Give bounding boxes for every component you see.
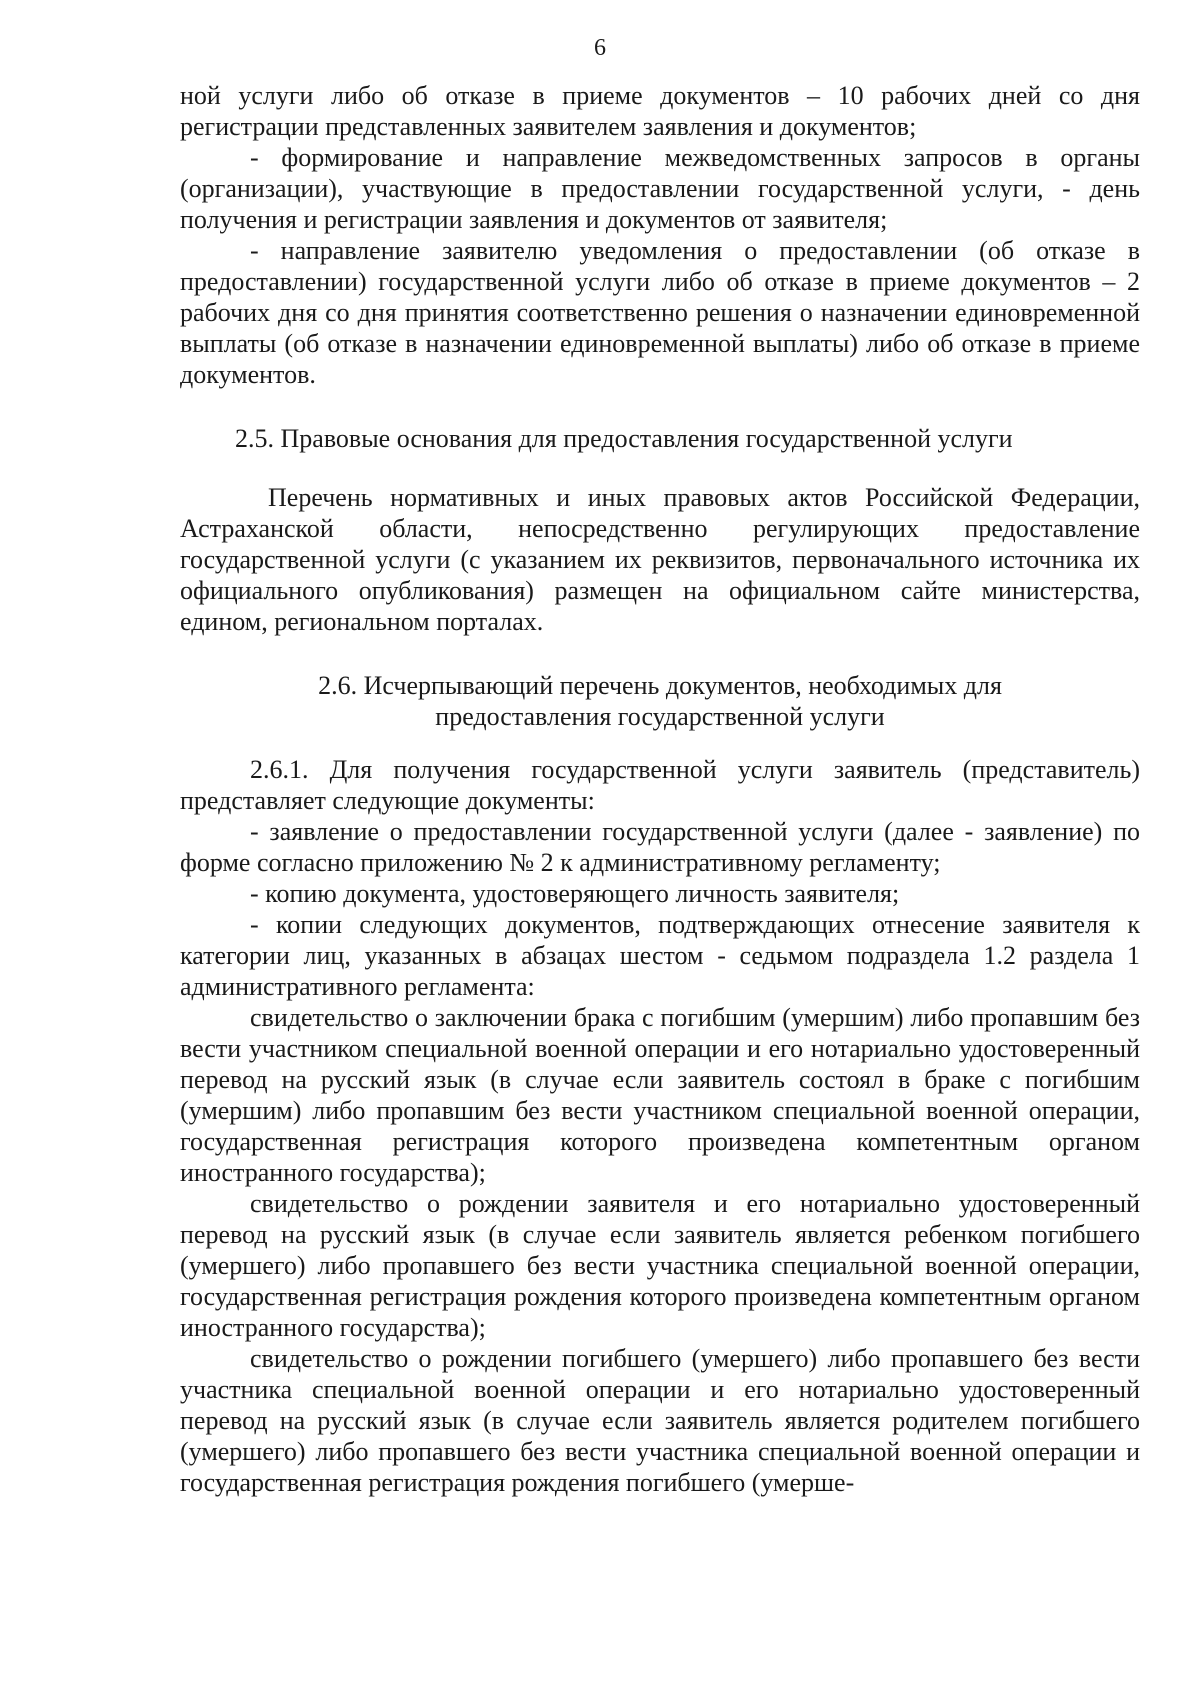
list-item-notification: - направление заявителю уведомления о предоставлении (об отказе в предоставлении) государственной услуги либо об отказе в приеме документов – 2 рабочих дня со дня принятия соответственно решения о назначении единовременной выплаты (об отказе в назначении единовременной выплаты) либо об отказе в приеме документов. xyxy=(180,236,1140,389)
list-item-interagency-requests: - формирование и направление межведомственных запросов в органы (организации), участвующие в предоставлении государственной услуги, - день получения и регистрации заявления и документов от заявителя; xyxy=(180,143,1140,234)
paragraph-legal-acts: Перечень нормативных и иных правовых актов Российской Федерации, Астраханской области, непосредственно регулирующих предоставление государственной услуги (с указанием их реквизитов, первоначального источника их официального опубликования) размещен на официальном сайте министерства, едином, региональном порталах. xyxy=(180,483,1140,636)
paragraph-applicant-birth-certificate: свидетельство о рождении заявителя и его нотариально удостоверенный перевод на русский язык (в случае если заявитель является ребенком погибшего (умершего) либо пропавшего без вести участника специальной военной операции, государственная регистрация рождения которого произведена компетентным органом иностранного государства); xyxy=(180,1189,1140,1342)
list-item-application: - заявление о предоставлении государственной услуги (далее - заявление) по форме согласно приложению № 2 к административному регламенту; xyxy=(180,817,1140,877)
paragraph-participant-birth-certificate: свидетельство о рождении погибшего (умершего) либо пропавшего без вести участника специальной военной операции и его нотариально удостоверенный перевод на русский язык (в случае если заявитель является родителем погибшего (умершего) либо пропавшего без вести участника специальной военной операции и государственная регистрация рождения погибшего (умерше- xyxy=(180,1344,1140,1497)
section-heading-2-5: 2.5. Правовые основания для предоставления государственной услуги xyxy=(235,424,1013,453)
paragraph-2-6-1: 2.6.1. Для получения государственной услуги заявитель (представитель) представляет следующие документы: xyxy=(180,755,1140,815)
paragraph-continuation: ной услуги либо об отказе в приеме документов – 10 рабочих дней со дня регистрации представленных заявителем заявления и документов; xyxy=(180,81,1140,141)
list-item-identity-copy: - копию документа, удостоверяющего личность заявителя; xyxy=(250,879,900,908)
document-body xyxy=(180,80,1140,1498)
paragraph-marriage-certificate: свидетельство о заключении брака с погибшим (умершим) либо пропавшим без вести участником специальной военной операции и его нотариально удостоверенный перевод на русский язык (в случае если заявитель состоял в браке с погибшим (умершим) либо пропавшим без вести участником специальной военной операции, государственная регистрация которого произведена компетентным органом иностранного государства); xyxy=(180,1003,1140,1187)
page-number: 6 xyxy=(594,35,606,61)
list-item-category-docs: - копии следующих документов, подтверждающих отнесение заявителя к категории лиц, указанных в абзацах шестом - седьмом подраздела 1.2 раздела 1 административного регламента: xyxy=(180,910,1140,1001)
section-heading-2-6-line1: 2.6. Исчерпывающий перечень документов, необходимых для xyxy=(318,671,1002,700)
section-heading-2-6-line2: предоставления государственной услуги xyxy=(435,702,885,731)
